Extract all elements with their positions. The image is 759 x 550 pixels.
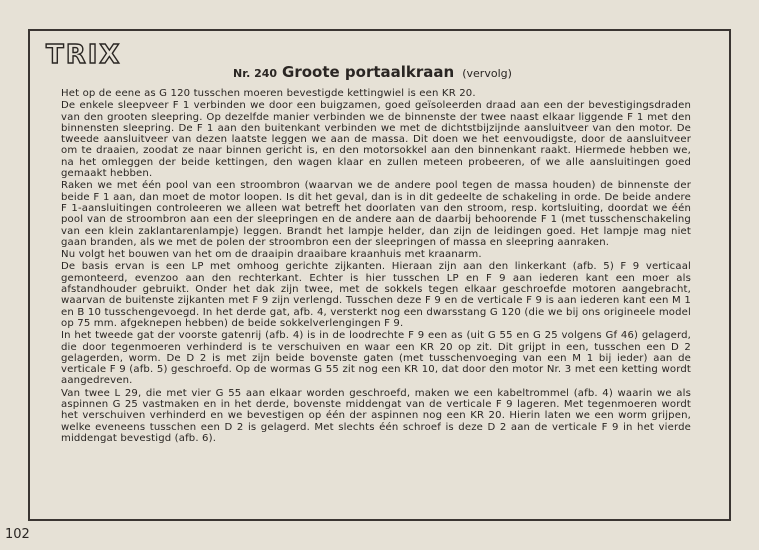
paragraph-7: Van twee L 29, die met vier G 55 aan elkaar worden geschroefd, maken we een kabeltrommel (afb. 4) waarin we als aspinnen G 25 vastmaken en in het derde, bovenste middengat van de verticale F 9 lageren. Met tegenmoeren wordt het verschuiven verhinderd en we bevestigen op één der aspinnen nog een KR 20. Hierin laten we een worm grijpen, welke eveneens tusschen een D 2 is gelagerd. Met slechts één schroef is deze D 2 aan de verticale F 9 in het vierde middengat bevestigd (afb. 6). <box>61 387 691 444</box>
paragraph-5: De basis ervan is een LP met omhoog gerichte zijkanten. Hieraan zijn aan den linkerkant (afb. 5) F 9 verticaal gemonteerd, evenzoo aan den rechterkant. Echter is hier tusschen LP en F 9 aan iederen kant een moer als afstandhouder gebruikt. Onder het dak zijn twee, met de sokkels tegen elkaar geschroefde motoren aangebracht, waarvan de buitenste zijkanten met F 9 zijn verlengd. Tusschen deze F 9 en de verticale F 9 is aan iederen kant een M 1 en B 10 tusschengevoegd. In het derde gat, afb. 4, versterkt nog een dwarsstang G 120 (die we bij ons origineele model op 75 mm. afgeknepen hebben) de beide sokkelverlengingen F 9. <box>61 261 691 329</box>
model-title: Groote portaalkraan <box>282 63 455 81</box>
paragraph-2: De enkele sleepveer F 1 verbinden we door een buigzamen, goed geïsoleerden draad aan een der bevestigingsdraden van den grooten sleepring. Op dezelfde manier verbinden we de binnenste der twee naast elkaar liggende F 1 met den binnensten sleepring. De F 1 aan den buitenkant verbinden we met de dichtstbijzijnde aansluitveer van den motor. De tweede aansluitveer van dezen laatste leggen we aan de massa. Dit doen we het eenvoudigste, door de aansluitveer om te draaien, zoodat ze naar binnen gericht is, en den motorsokkel aan den binnenkant raakt. Hiermede hebben we, na het omleggen der beide kettingen, den wagen klaar en zullen meteen probeeren, of we alle aansluitingen goed gemaakt hebben. <box>61 100 691 180</box>
model-number: Nr. 240 <box>233 67 278 80</box>
paragraph-3: Raken we met één pool van een stroombron (waarvan we de andere pool tegen de massa houden) de binnenste der beide F 1 aan, dan moet de motor loopen. Is dit het geval, dan is in dit gedeelte de schakeling in orde. De beide andere F 1-aansluitingen controleeren we alleen wat betreft het doorlaten van den stroom, resp. kortsluiting, doordat we één pool van de stroombron aan een der sleepringen en de andere aan de daarbij behoorende F 1 (met tusschenschakeling van een klein zaklantarenlampje) leggen. Brandt het lampje helder, dan zijn de leidingen goed. Het lampje mag niet gaan branden, als we met de polen der stroombron een der sleepringen of massa en sleepring aanraken. <box>61 180 691 248</box>
paragraph-6: In het tweede gat der voorste gatenrij (afb. 4) is in de loodrechte F 9 een as (uit G 55 en G 25 volgens Gf 46) gelagerd, die door tegenmoeren verhinderd is te verschuiven en waar een KR 20 op zit. Dit grijpt in een, tusschen een D 2 gelagerden, worm. De D 2 is met zijn beide bovenste gaten (met tusschenvoeging van een M 1 bij ieder) aan de verticale F 9 (afb. 5) geschroefd. Op de wormas G 55 zit nog een KR 10, dat door den motor Nr. 3 met een ketting wordt aangedreven. <box>61 330 691 387</box>
page-title <box>233 62 512 81</box>
model-subtitle: (vervolg) <box>462 67 512 80</box>
paragraph-1: Het op de eene as G 120 tusschen moeren bevestigde kettingwiel is een KR 20. <box>61 88 476 99</box>
page-number: 102 <box>5 527 30 542</box>
paragraph-4: Nu volgt het bouwen van het om de draaipin draaibare kraanhuis met kraanarm. <box>61 249 482 261</box>
trix-logo: TRIX <box>46 40 122 70</box>
instruction-text <box>61 88 691 445</box>
